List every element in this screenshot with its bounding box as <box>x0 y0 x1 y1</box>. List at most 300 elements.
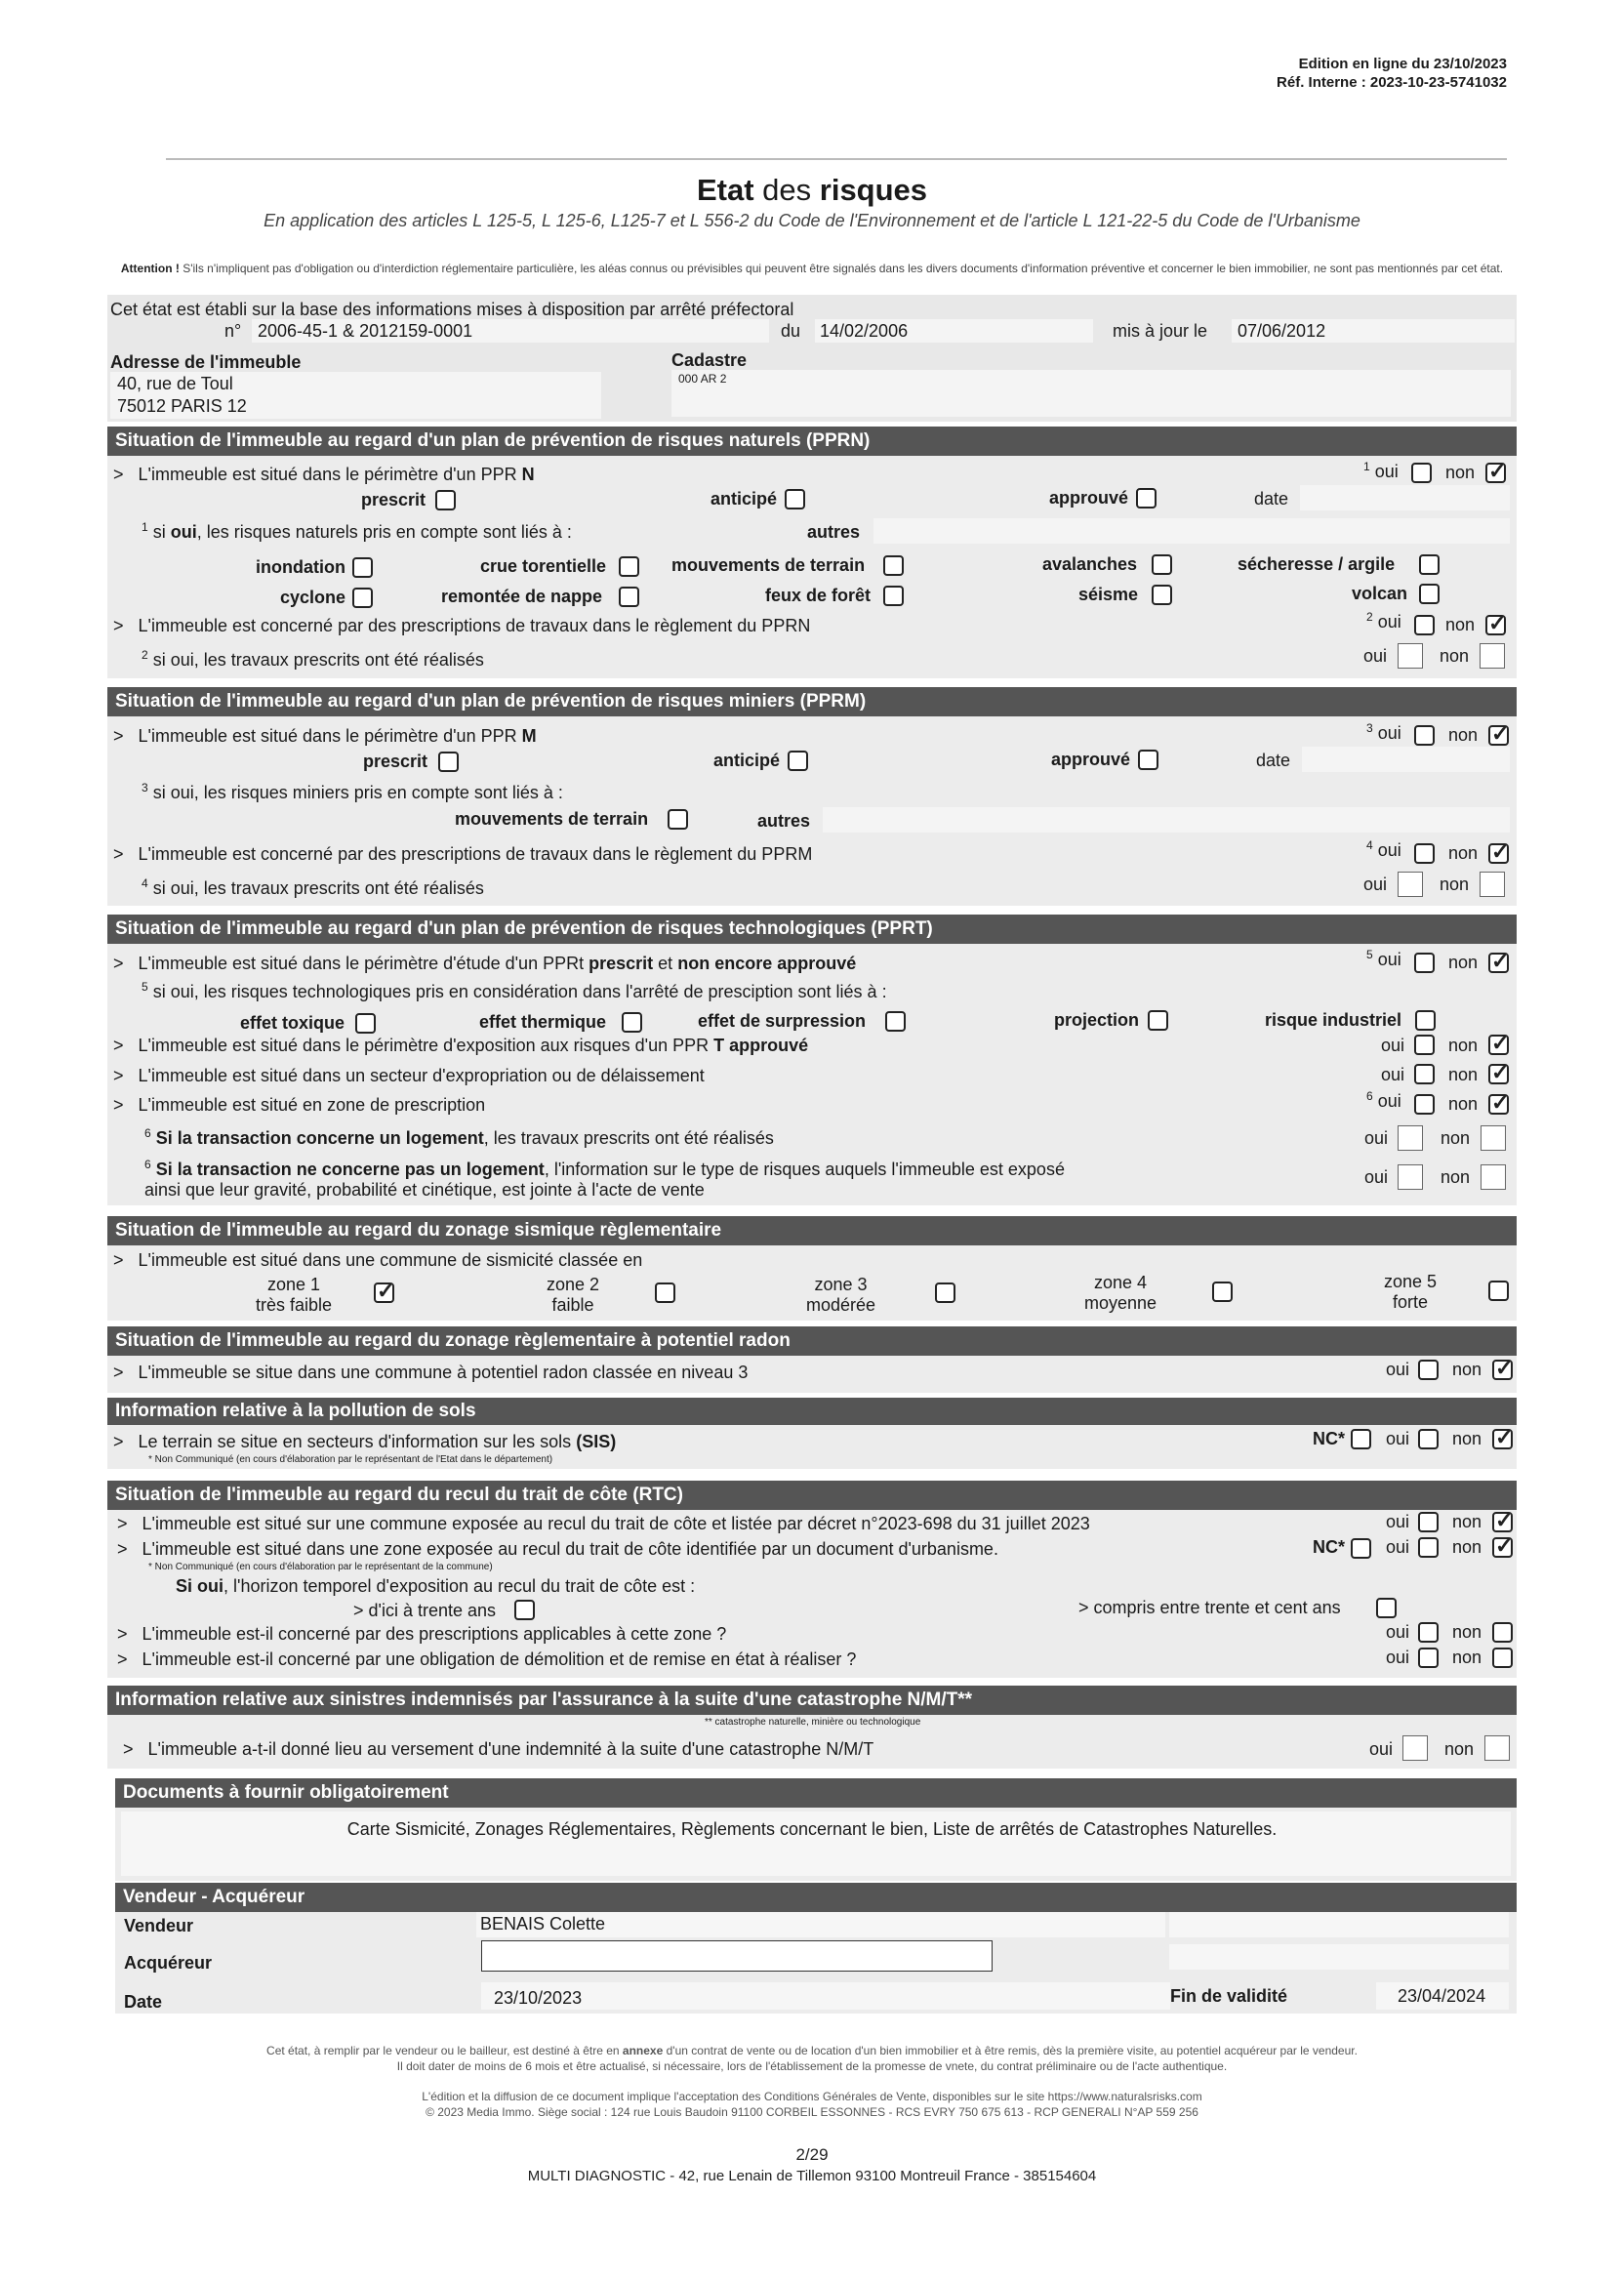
arrow: > <box>117 1514 128 1533</box>
footer-annexe: annexe <box>622 2044 664 2057</box>
title-word-2: des <box>762 173 812 207</box>
footer-line-3: L'édition et la diffusion de ce document implique l'acceptation des Conditions Générales de Vente, disponibles sur le site https://www.naturalsrisks.com <box>422 2090 1202 2103</box>
rtc-section-header: Situation de l'immeuble au regard du recul du trait de côte (RTC) <box>107 1481 1517 1510</box>
secheresse-checkbox[interactable] <box>1419 554 1440 575</box>
oui-label: oui <box>1386 1512 1410 1531</box>
pprm-q3-non-box[interactable] <box>1480 872 1505 897</box>
mouvements-checkbox[interactable] <box>883 555 904 576</box>
pprt-q1-oui-checkbox[interactable] <box>1414 953 1435 973</box>
pprt-q5-oui-box[interactable] <box>1398 1125 1423 1151</box>
page-number: 2/29 <box>795 2145 829 2164</box>
pprt-risks-intro-text: si oui, les risques technologiques pris en considération dans l'arrêté de presciption sont liés à : <box>152 982 887 1001</box>
acquereur-label: Acquéreur <box>124 1953 213 1973</box>
non-label: non <box>1444 1739 1475 1759</box>
arrow: > <box>113 1363 124 1382</box>
arrow: > <box>113 726 124 746</box>
non-label: non <box>1440 646 1470 666</box>
pprt-q5-bold: Si la transaction concerne un logement <box>155 1128 484 1148</box>
date-value: 23/10/2023 <box>494 1988 583 2008</box>
sols-q1-bold: (SIS) <box>576 1432 617 1451</box>
sinistres-non-box[interactable] <box>1484 1735 1510 1761</box>
sols-nc-checkbox[interactable] <box>1351 1429 1371 1449</box>
parties-section-header: Vendeur - Acquéreur <box>115 1883 1517 1912</box>
rtc-horizon-text: , l'horizon temporel d'exposition au recul du trait de côte est : <box>223 1576 696 1596</box>
effet-thermique-label: effet thermique <box>479 1012 607 1032</box>
validite-value: 23/04/2024 <box>1398 1986 1486 2006</box>
pprn-date-field[interactable] <box>1300 485 1510 510</box>
arrete-number: 2006-45-1 & 2012159-0001 <box>258 321 473 341</box>
rtc-q2-non-checkbox[interactable] <box>1492 1537 1513 1558</box>
sinistres-q1-text: L'immeuble a-t-il donné lieu au versement d'une indemnité à la suite d'une catastrophe N/M/T <box>147 1739 874 1759</box>
pprt-q6-non-box[interactable] <box>1481 1164 1506 1190</box>
cyclone-label: cyclone <box>280 588 346 607</box>
pprm-q2-oui-checkbox[interactable] <box>1414 843 1435 864</box>
avalanches-label: avalanches <box>1042 554 1138 574</box>
risque-industriel-checkbox[interactable] <box>1415 1010 1436 1031</box>
arrow: > <box>113 844 124 864</box>
pprt-q1-prescrit: prescrit <box>589 954 654 973</box>
arrow: > <box>117 1649 128 1669</box>
non-label: non <box>1445 615 1476 634</box>
footer-legal <box>0 2089 1624 2120</box>
non-label: non <box>1448 1094 1479 1114</box>
sinistres-section-header: Information relative aux sinistres indemnisés par l'assurance à la suite d'une catastrophe N/M/T** <box>107 1686 1517 1715</box>
vendeur-value: BENAIS Colette <box>480 1914 606 1934</box>
rtc-q3-oui-checkbox[interactable] <box>1418 1622 1439 1643</box>
footer-line-4: © 2023 Media Immo. Siège social : 124 rue Louis Baudoin 91100 CORBEIL ESSONNES - RCS EVRY 750 675 613 - RCP GENERALI N°AP 559 256 <box>426 2105 1198 2119</box>
sinistres-q1 <box>123 1739 873 1760</box>
page-subtitle: En application des articles L 125-5, L 125-6, L125-7 et L 556-2 du Code de l'Environnement et de l'article L 121-22-5 du Code de l'Urbanisme <box>264 211 1360 230</box>
non-label: non <box>1441 1167 1471 1187</box>
footer-p1a: Cet état, à remplir par le vendeur ou le bailleur, est destiné à être en <box>266 2044 620 2057</box>
rtc-q2 <box>117 1539 998 1560</box>
sinistres-oui-box[interactable] <box>1402 1735 1428 1761</box>
risque-industriel-label: risque industriel <box>1265 1010 1402 1030</box>
pprn-oui-bold: oui <box>170 522 197 542</box>
cyclone-checkbox[interactable] <box>352 588 373 608</box>
avalanches-checkbox[interactable] <box>1152 554 1172 575</box>
footer-notice <box>0 2043 1624 2074</box>
pprt-q1-footnote: $^5$ oui <box>1366 948 1401 969</box>
attention-label: Attention ! <box>120 262 180 275</box>
oui-label: oui <box>1377 612 1401 631</box>
pprt-q6-oui-box[interactable] <box>1398 1164 1423 1190</box>
oui-label: oui <box>1374 462 1399 481</box>
edition-header <box>1277 55 1507 92</box>
arrete-n-label: n° <box>224 321 242 341</box>
pprn-date-label: date <box>1254 489 1289 509</box>
crue-label: crue torentielle <box>480 556 607 576</box>
rtc-h1-label: > d'ici à trente ans <box>353 1601 497 1620</box>
pprm-q1-oui-checkbox[interactable] <box>1414 725 1435 746</box>
pprn-si: si <box>152 522 166 542</box>
maj-date: 07/06/2012 <box>1238 321 1326 341</box>
pprm-section-header: Situation de l'immeuble au regard d'un plan de prévention de risques miniers (PPRM) <box>107 687 1517 716</box>
acquereur-input[interactable] <box>481 1940 993 1972</box>
zone-3-checkbox[interactable] <box>935 1282 955 1303</box>
pprt-q2-bold: T approuvé <box>713 1036 809 1055</box>
sols-section-header: Information relative à la pollution de sols <box>107 1398 1517 1425</box>
zone-1 <box>256 1275 332 1316</box>
zone-2-checkbox[interactable] <box>655 1282 675 1303</box>
sinistres-note: ** catastrophe naturelle, minière ou technologique <box>705 1717 921 1728</box>
title-word-1: Etat <box>696 173 754 207</box>
pprt-risks-intro: $^5$ si oui, les risques technologiques pris en considération dans l'arrêté de presciption sont liés à : <box>142 980 887 1001</box>
arrow: > <box>113 465 124 484</box>
pprn-q2-oui-checkbox[interactable] <box>1414 615 1435 635</box>
pprn-q2 <box>113 616 810 636</box>
pprt-q3 <box>113 1066 705 1086</box>
pprm-q3: $^4$ si oui, les travaux prescrits ont été réalisés <box>142 876 484 898</box>
internal-reference: Réf. Interne : 2023-10-23-5741032 <box>1277 74 1507 91</box>
non-label: non <box>1452 1622 1482 1642</box>
non-label: non <box>1448 1036 1479 1055</box>
pprm-date-field[interactable] <box>1302 747 1510 772</box>
title-word-3: risques <box>819 173 928 207</box>
maj-label: mis à jour le <box>1113 321 1208 341</box>
pprm-approuve-label: approuvé <box>1051 750 1131 769</box>
zone-4-label: zone 4 <box>1094 1273 1148 1292</box>
pprn-q3-non-box[interactable] <box>1480 643 1505 669</box>
pprn-prescrit-checkbox[interactable] <box>435 490 456 510</box>
documents-section-header: Documents à fournir obligatoirement <box>115 1778 1517 1808</box>
pprt-q5-text: , les travaux prescrits ont été réalisés <box>483 1128 774 1148</box>
radon-non-checkbox[interactable] <box>1492 1360 1513 1380</box>
effet-thermique-checkbox[interactable] <box>622 1012 642 1033</box>
rtc-q1-non-checkbox[interactable] <box>1492 1512 1513 1532</box>
non-label: non <box>1448 725 1479 745</box>
zone-5-checkbox[interactable] <box>1488 1281 1509 1301</box>
arrow: > <box>117 1624 128 1644</box>
pprm-mouvements-checkbox[interactable] <box>668 809 688 830</box>
rtc-h1-checkbox[interactable] <box>514 1600 535 1620</box>
radon-oui-checkbox[interactable] <box>1418 1360 1439 1380</box>
pprn-section-header: Situation de l'immeuble au regard d'un plan de prévention de risques naturels (PPRN) <box>107 427 1517 456</box>
rtc-q4-oui-checkbox[interactable] <box>1418 1648 1439 1668</box>
pprt-q3-oui-checkbox[interactable] <box>1414 1064 1435 1084</box>
pprn-q2-text: L'immeuble est concerné par des prescriptions de travaux dans le règlement du PPRN <box>138 616 811 635</box>
pprt-q2-text: L'immeuble est situé dans le périmètre d'exposition aux risques d'un PPR <box>138 1036 710 1055</box>
sols-oui-checkbox[interactable] <box>1418 1429 1439 1449</box>
pprm-q2-footnote: $^4$ oui <box>1366 838 1401 860</box>
zone-1-label: zone 1 <box>267 1275 321 1294</box>
inondation-label: inondation <box>256 557 345 577</box>
oui-label: oui <box>1377 723 1401 743</box>
pprm-q3-text: si oui, les travaux prescrits ont été réalisés <box>152 878 484 898</box>
pprm-autres-field[interactable] <box>823 807 1510 833</box>
rtc-q3 <box>117 1624 726 1645</box>
remontee-label: remontée de nappe <box>441 587 603 606</box>
arrete-du-label: du <box>781 321 801 341</box>
pprn-approuve-label: approuvé <box>1049 488 1129 508</box>
pprt-q6-line2: ainsi que leur gravité, probabilité et cinétique, est jointe à l'acte de vente <box>144 1180 705 1200</box>
rtc-q1 <box>117 1514 1090 1534</box>
projection-checkbox[interactable] <box>1148 1010 1168 1031</box>
date-field <box>481 1982 1170 2010</box>
rtc-q3-non-checkbox[interactable] <box>1492 1622 1513 1643</box>
rtc-q1-oui-checkbox[interactable] <box>1418 1512 1439 1532</box>
effet-surpression-label: effet de surpression <box>698 1011 867 1031</box>
pprt-q2-non-checkbox[interactable] <box>1488 1035 1509 1055</box>
oui-label: oui <box>1369 1739 1394 1759</box>
feux-label: feux de forêt <box>765 586 872 605</box>
acquereur-extra-field <box>1169 1944 1509 1970</box>
pprm-anticipe-label: anticipé <box>713 751 781 770</box>
effet-toxique-label: effet toxique <box>240 1013 345 1033</box>
rtc-horizon <box>176 1576 695 1597</box>
address-line-1: 40, rue de Toul <box>117 374 233 393</box>
pprm-risks-intro-text: si oui, les risques miniers pris en compte sont liés à : <box>152 783 563 802</box>
pprt-q5-non-box[interactable] <box>1481 1125 1506 1151</box>
volcan-checkbox[interactable] <box>1419 584 1440 604</box>
pprt-q1 <box>113 954 856 974</box>
sols-q1-text: Le terrain se situe en secteurs d'information sur les sols <box>138 1432 572 1451</box>
arrow: > <box>113 954 124 973</box>
non-label: non <box>1452 1360 1482 1379</box>
rtc-h2-checkbox[interactable] <box>1376 1598 1397 1618</box>
effet-surpression-checkbox[interactable] <box>885 1011 906 1032</box>
pprt-q4-oui-checkbox[interactable] <box>1414 1094 1435 1115</box>
pprn-autres-label: autres <box>807 522 861 542</box>
pprt-q4 <box>113 1095 485 1116</box>
sismique-q1-text: L'immeuble est situé dans une commune de sismicité classée en <box>138 1250 643 1270</box>
pprm-autres-label: autres <box>757 811 811 831</box>
oui-label: oui <box>1381 1065 1405 1084</box>
arrete-date: 14/02/2006 <box>820 321 909 341</box>
cadastre-field <box>671 370 1511 417</box>
secheresse-label: sécheresse / argile <box>1238 554 1396 574</box>
oui-label: oui <box>1363 646 1388 666</box>
oui-label: oui <box>1364 1167 1389 1187</box>
arrete-basis: Cet état est établi sur la base des informations mises à disposition par arrêté préfectoral <box>110 300 794 319</box>
attention-text: S'ils n'impliquent pas d'obligation ou d'interdiction réglementaire particulière, les aléas connus ou prévisibles qui peuvent être signalés dans les divers documents d'information préventive et concerner le bien immobilier, ne sont pas mentionnés par cet état. <box>183 262 1504 275</box>
pprm-q1-text: L'immeuble est situé dans le périmètre d'un PPR <box>138 726 517 746</box>
pprn-q1-footnote: $^1$ oui <box>1363 460 1399 481</box>
pprn-q2-footnote: $^2$ oui <box>1366 610 1401 631</box>
pprn-q1-non-checkbox[interactable] <box>1485 463 1506 483</box>
non-label: non <box>1448 843 1479 863</box>
arrow: > <box>113 1432 124 1451</box>
zone-3-desc: modérée <box>806 1295 876 1315</box>
pprm-prescrit-checkbox[interactable] <box>438 752 459 772</box>
pprn-anticipe-label: anticipé <box>710 489 778 509</box>
sismique-q1 <box>113 1250 642 1271</box>
arrow: > <box>113 1036 124 1055</box>
seisme-label: séisme <box>1078 585 1139 604</box>
oui-label: oui <box>1386 1537 1410 1557</box>
non-label: non <box>1440 875 1470 894</box>
pprm-risks-intro: $^3$ si oui, les risques miniers pris en compte sont liés à : <box>142 781 563 802</box>
pprm-q1-non-checkbox[interactable] <box>1488 725 1509 746</box>
pprn-prescrit-label: prescrit <box>361 490 426 509</box>
pprt-q3-text: L'immeuble est situé dans un secteur d'expropriation ou de délaissement <box>138 1066 705 1085</box>
rtc-note: * Non Communiqué (en cours d'élaboration par le représentant de la commune) <box>148 1562 493 1572</box>
zone-2-desc: faible <box>551 1295 594 1315</box>
footer-line-1 <box>117 2043 1507 2058</box>
seisme-checkbox[interactable] <box>1152 585 1172 605</box>
pprn-q3: $^2$ si oui, les travaux prescrits ont été réalisés <box>142 648 484 670</box>
radon-section-header: Situation de l'immeuble au regard du zonage règlementaire à potentiel radon <box>107 1326 1517 1356</box>
oui-label: oui <box>1386 1622 1410 1642</box>
arrow: > <box>113 1250 124 1270</box>
pprn-approuve-checkbox[interactable] <box>1136 488 1157 509</box>
non-label: non <box>1448 1065 1479 1084</box>
pprn-q1-oui-checkbox[interactable] <box>1411 463 1432 483</box>
radon-q1 <box>113 1363 748 1383</box>
pprm-q1 <box>113 726 537 747</box>
arrow: > <box>117 1539 128 1559</box>
oui-label: oui <box>1377 950 1401 969</box>
zone-3-label: zone 3 <box>814 1275 868 1294</box>
pprm-q1-bold: M <box>521 726 537 746</box>
pprt-q6: $^6$ Si la transaction ne concerne pas un logement, l'information sur le type de risques auquels l'immeuble est exposé <box>144 1158 1065 1179</box>
pprt-q4-footnote: $^6$ oui <box>1366 1089 1401 1111</box>
pprm-q2 <box>113 844 812 865</box>
pprt-q5: $^6$ Si la transaction concerne un logement, les travaux prescrits ont été réalisés <box>144 1126 774 1148</box>
pprn-q3-text: si oui, les travaux prescrits ont été réalisés <box>152 650 484 670</box>
rtc-q4-non-checkbox[interactable] <box>1492 1648 1513 1668</box>
pprm-q1-footnote: $^3$ oui <box>1366 721 1401 743</box>
nc-label: NC* <box>1313 1429 1346 1448</box>
crue-checkbox[interactable] <box>619 556 639 577</box>
pprm-date-label: date <box>1256 751 1291 770</box>
title-rule <box>166 158 1507 160</box>
non-label: non <box>1445 463 1476 482</box>
pprt-q1-et: et <box>658 954 673 973</box>
non-label: non <box>1448 953 1479 972</box>
oui-label: oui <box>1386 1429 1410 1448</box>
non-label: non <box>1452 1512 1482 1531</box>
pprn-anticipe-checkbox[interactable] <box>785 489 805 509</box>
rtc-q4-text: L'immeuble est-il concerné par une obligation de démolition et de remise en état à réaliser ? <box>142 1649 857 1669</box>
footer-p1c: d'un contrat de vente ou de location d'un bien immobilier et à être remis, dès la première visite, au potentiel acquéreur par le vendeur. <box>666 2044 1358 2057</box>
remontee-checkbox[interactable] <box>619 587 639 607</box>
pprt-q1-non-approuve: non encore approuvé <box>677 954 857 973</box>
zone-1-checkbox[interactable] <box>374 1282 394 1303</box>
pprm-prescrit-label: prescrit <box>363 752 428 771</box>
cadastre-label: Cadastre <box>671 350 748 370</box>
arrow: > <box>113 616 124 635</box>
pprt-section-header: Situation de l'immeuble au regard d'un plan de prévention de risques technologiques (PPRT) <box>107 915 1517 944</box>
pprt-q1-non-checkbox[interactable] <box>1488 953 1509 973</box>
sols-q1 <box>113 1432 616 1452</box>
date-label: Date <box>124 1992 163 2012</box>
zone-4 <box>1084 1273 1157 1314</box>
zone-3 <box>806 1275 875 1316</box>
pprm-q2-non-checkbox[interactable] <box>1488 843 1509 864</box>
pprt-q2 <box>113 1036 808 1056</box>
rtc-q2-oui-checkbox[interactable] <box>1418 1537 1439 1558</box>
pprn-q1 <box>113 465 535 485</box>
radon-q1-text: L'immeuble se situe dans une commune à potentiel radon classée en niveau 3 <box>138 1363 749 1382</box>
pprt-q6-text: , l'information sur le type de risques auquels l'immeuble est exposé <box>544 1160 1065 1179</box>
pprm-mouvements-label: mouvements de terrain <box>455 809 649 829</box>
sols-non-checkbox[interactable] <box>1492 1429 1513 1449</box>
cadastre-value: 000 AR 2 <box>678 372 727 386</box>
pprt-q4-non-checkbox[interactable] <box>1488 1094 1509 1115</box>
rtc-q3-text: L'immeuble est-il concerné par des prescriptions applicables à cette zone ? <box>142 1624 727 1644</box>
rtc-si-oui: Si oui <box>176 1576 223 1596</box>
rtc-q4 <box>117 1649 856 1670</box>
rtc-q1-text: L'immeuble est situé sur une commune exposée au recul du trait de côte et listée par décret n°2023-698 du 31 juillet 2023 <box>142 1514 1090 1533</box>
pprt-q4-text: L'immeuble est situé en zone de prescription <box>138 1095 486 1115</box>
mouvements-label: mouvements de terrain <box>671 555 866 575</box>
non-label: non <box>1452 1648 1482 1667</box>
address-label: Adresse de l'immeuble <box>110 352 302 372</box>
pprn-q1-bold: N <box>521 465 535 484</box>
nc-label: NC* <box>1313 1537 1346 1557</box>
zone-5 <box>1384 1272 1437 1313</box>
sismique-section-header: Situation de l'immeuble au regard du zonage sismique règlementaire <box>107 1216 1517 1245</box>
zone-5-label: zone 5 <box>1384 1272 1438 1291</box>
pprm-q2-text: L'immeuble est concerné par des prescriptions de travaux dans le règlement du PPRM <box>138 844 813 864</box>
pprm-approuve-checkbox[interactable] <box>1138 750 1158 770</box>
pprn-risks-intro: $^1$ si oui, les risques naturels pris en compte sont liés à : <box>142 520 572 542</box>
non-label: non <box>1452 1537 1482 1557</box>
zone-4-desc: moyenne <box>1084 1293 1157 1313</box>
pprm-anticipe-checkbox[interactable] <box>788 751 808 771</box>
pprt-q1-text: L'immeuble est situé dans le périmètre d'étude d'un PPRt <box>138 954 585 973</box>
zone-5-desc: forte <box>1393 1292 1429 1312</box>
oui-label: oui <box>1364 1128 1389 1148</box>
documents-text: Carte Sismicité, Zonages Réglementaires, Règlements concernant le bien, Liste de arrêtés de Catastrophes Naturelles. <box>346 1819 1278 1839</box>
non-label: non <box>1452 1429 1482 1448</box>
oui-label: oui <box>1381 1036 1405 1055</box>
non-label: non <box>1441 1128 1471 1148</box>
effet-toxique-checkbox[interactable] <box>355 1013 376 1034</box>
vendeur-label: Vendeur <box>124 1916 194 1935</box>
zone-2 <box>547 1275 599 1316</box>
attention-notice <box>107 262 1517 276</box>
zone-2-label: zone 2 <box>547 1275 600 1294</box>
inondation-checkbox[interactable] <box>352 557 373 578</box>
pprm-q3-oui-box[interactable] <box>1398 872 1423 897</box>
pprn-q2-non-checkbox[interactable] <box>1485 615 1506 635</box>
pprn-autres-field[interactable] <box>873 518 1510 544</box>
zone-1-desc: très faible <box>256 1295 333 1315</box>
oui-label: oui <box>1363 875 1388 894</box>
oui-label: oui <box>1386 1648 1410 1667</box>
pprt-q3-non-checkbox[interactable] <box>1488 1064 1509 1084</box>
pprt-q2-oui-checkbox[interactable] <box>1414 1035 1435 1055</box>
volcan-label: volcan <box>1352 584 1408 603</box>
validite-label: Fin de validité <box>1170 1986 1288 2006</box>
footer-line-2: Il doit dater de moins de 6 mois et être actualisé, si nécessaire, lors de l'établissement de la promesse de vnete, du contrat préliminaire ou de l'acte authentique. <box>396 2059 1228 2073</box>
sols-note: * Non Communiqué (en cours d'élaboration par le représentant de l'Etat dans le département) <box>148 1454 553 1465</box>
oui-label: oui <box>1377 1091 1401 1111</box>
company-footer: MULTI DIAGNOSTIC - 42, rue Lenain de Tillemon 93100 Montreuil France - 385154604 <box>527 2168 1097 2184</box>
rtc-q2-nc-checkbox[interactable] <box>1351 1538 1371 1559</box>
zone-4-checkbox[interactable] <box>1212 1282 1233 1302</box>
projection-label: projection <box>1054 1010 1140 1030</box>
oui-label: oui <box>1386 1360 1410 1379</box>
arrow: > <box>123 1739 134 1759</box>
pprn-q3-oui-box[interactable] <box>1398 643 1423 669</box>
oui-label: oui <box>1377 840 1401 860</box>
rtc-q2-text: L'immeuble est situé dans une zone exposée au recul du trait de côte identifiée par un document d'urbanisme. <box>142 1539 998 1559</box>
pprn-intro-rest: , les risques naturels pris en compte sont liés à : <box>196 522 572 542</box>
address-line-2: 75012 PARIS 12 <box>117 396 247 416</box>
pprt-q6-bold: Si la transaction ne concerne pas un logement <box>155 1160 545 1179</box>
arrow: > <box>113 1095 124 1115</box>
page-title <box>0 173 1624 208</box>
rtc-h2-label: > compris entre trente et cent ans <box>1078 1598 1341 1617</box>
vendeur-extra-field <box>1169 1912 1509 1937</box>
pprn-q1-text: L'immeuble est situé dans le périmètre d'un PPR <box>138 465 517 484</box>
feux-checkbox[interactable] <box>883 586 904 606</box>
arrow: > <box>113 1066 124 1085</box>
edition-date: Edition en ligne du 23/10/2023 <box>1298 56 1507 72</box>
